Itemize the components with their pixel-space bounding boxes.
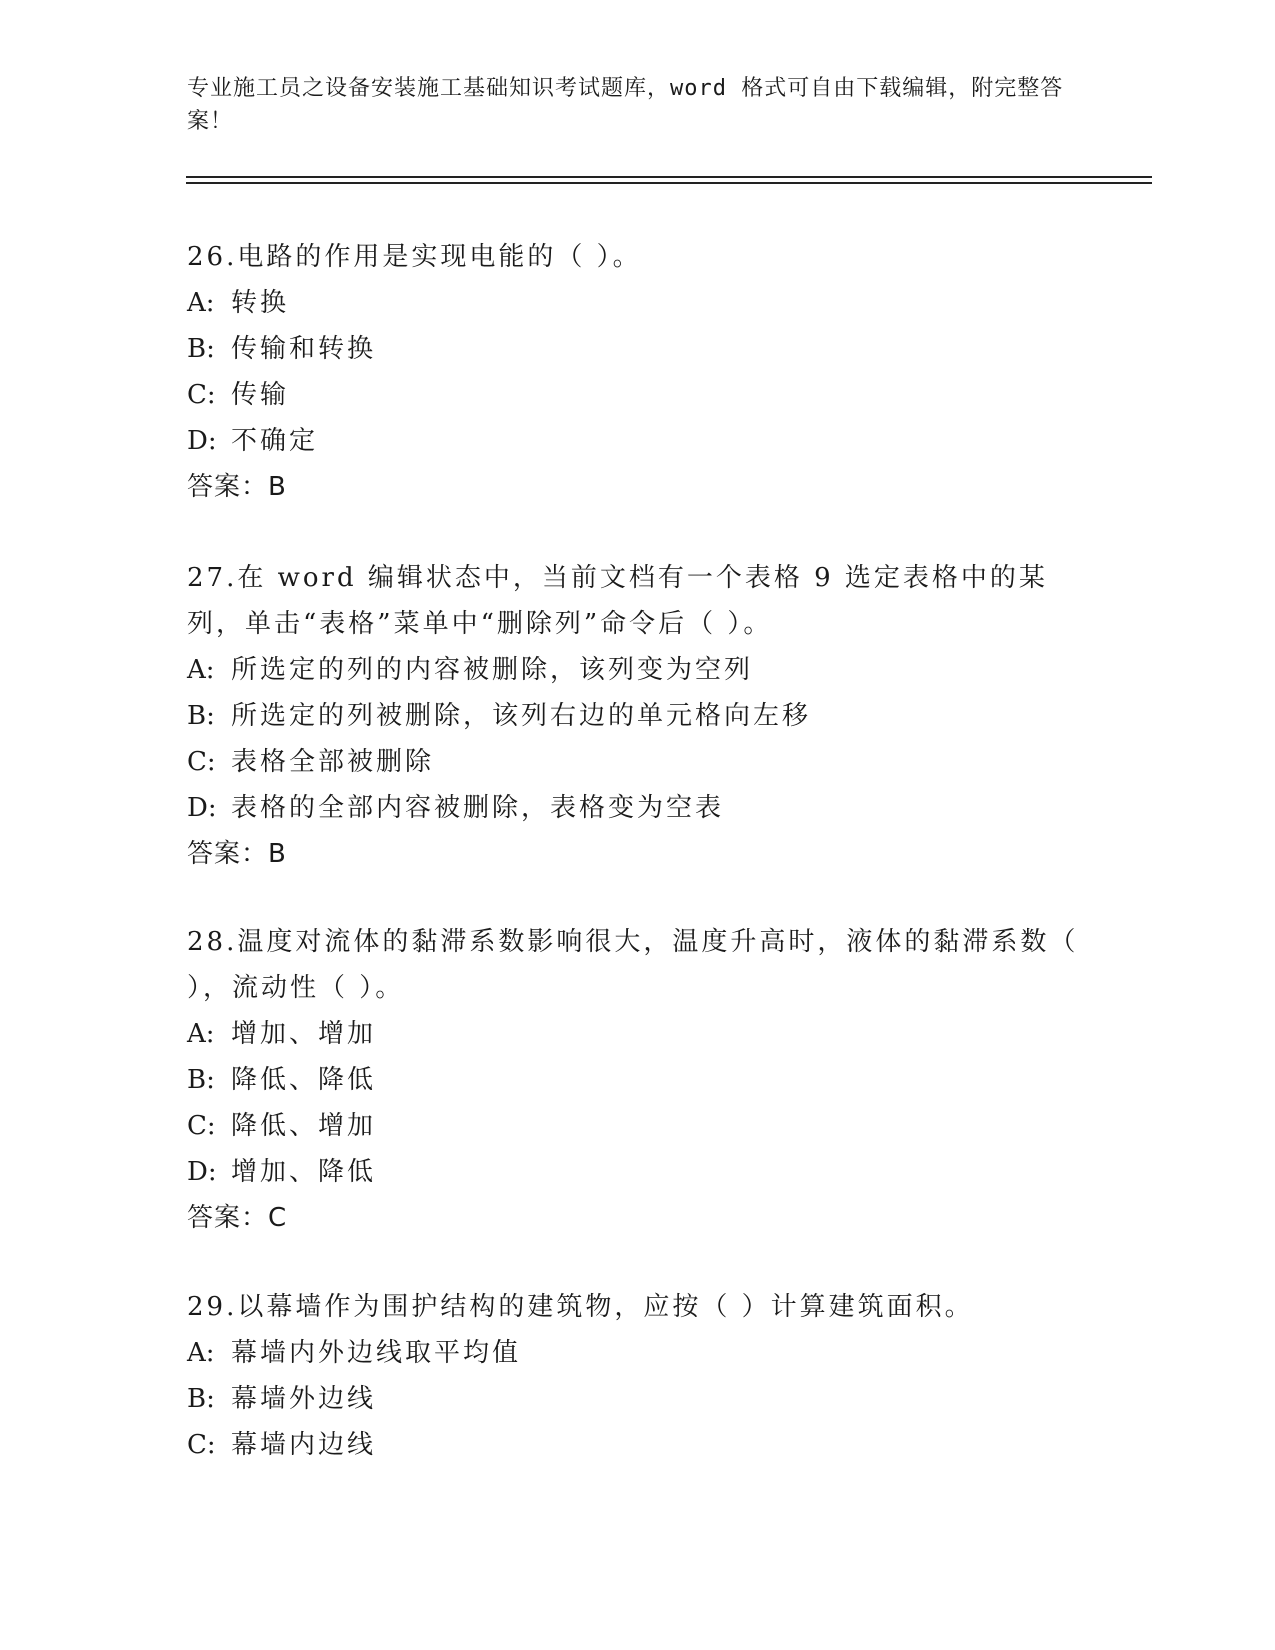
- option-text: 降低、降低: [231, 1065, 377, 1095]
- option-label: A:: [187, 655, 215, 685]
- option-d: [187, 1149, 1087, 1195]
- option-text: 不确定: [231, 426, 319, 456]
- option-c: [187, 1103, 1087, 1149]
- question-stem: 28.温度对流体的黏滞系数影响很大，温度升高时，液体的黏滞系数（ ），流动性（ ）。: [187, 927, 1079, 1003]
- option-label: C:: [187, 747, 216, 777]
- option-c: [187, 739, 1087, 785]
- option-label: B:: [187, 701, 215, 731]
- option-text: 表格全部被删除: [231, 747, 435, 777]
- option-label: B:: [187, 1384, 215, 1414]
- option-c: [187, 1422, 1087, 1468]
- option-a: [187, 647, 1087, 693]
- option-text: 传输: [231, 380, 290, 410]
- option-a: [187, 280, 1087, 326]
- option-text: 转换: [231, 288, 290, 318]
- option-b: [187, 1376, 1087, 1422]
- option-text: 增加、降低: [231, 1157, 377, 1187]
- option-label: A:: [187, 1338, 215, 1368]
- question-stem: 27.在 word 编辑状态中，当前文档有一个表格 9 选定表格中的某列，单击“表格”菜单中“删除列”命令后（ ）。: [187, 563, 1048, 639]
- option-text: 降低、增加: [231, 1111, 377, 1141]
- option-text: 传输和转换: [231, 334, 377, 364]
- option-label: C:: [187, 1430, 216, 1460]
- option-text: 幕墙内边线: [231, 1430, 377, 1460]
- answer: 答案：B: [187, 472, 287, 502]
- header-rule-top: [186, 176, 1152, 178]
- option-text: 幕墙外边线: [231, 1384, 377, 1414]
- option-d: [187, 785, 1087, 831]
- question-stem: 29.以幕墙作为围护结构的建筑物，应按（ ）计算建筑面积。: [187, 1292, 974, 1322]
- option-c: [187, 372, 1087, 418]
- option-label: D:: [187, 1157, 217, 1187]
- option-text: 所选定的列的内容被删除，该列变为空列: [231, 655, 754, 685]
- question-28: [187, 919, 1087, 1241]
- question-26: [187, 234, 1087, 510]
- option-b: [187, 326, 1087, 372]
- option-label: A:: [187, 1019, 215, 1049]
- option-label: B:: [187, 1065, 215, 1095]
- option-label: A:: [187, 288, 215, 318]
- option-label: C:: [187, 380, 216, 410]
- option-label: B:: [187, 334, 215, 364]
- option-text: 表格的全部内容被删除，表格变为空表: [231, 793, 725, 823]
- option-a: [187, 1011, 1087, 1057]
- option-text: 幕墙内外边线取平均值: [231, 1338, 522, 1368]
- question-27: [187, 555, 1087, 877]
- answer: 答案：B: [187, 839, 287, 869]
- option-label: D:: [187, 426, 217, 456]
- option-label: C:: [187, 1111, 216, 1141]
- option-b: [187, 1057, 1087, 1103]
- option-a: [187, 1330, 1087, 1376]
- answer: 答案：C: [187, 1203, 288, 1233]
- option-label: D:: [187, 793, 217, 823]
- header-rule-bottom: [186, 182, 1152, 184]
- option-text: 增加、增加: [231, 1019, 377, 1049]
- option-d: [187, 418, 1087, 464]
- option-text: 所选定的列被删除，该列右边的单元格向左移: [231, 701, 812, 731]
- document-header: 专业施工员之设备安装施工基础知识考试题库，word 格式可自由下载编辑，附完整答案！: [187, 76, 1064, 134]
- question-29: [187, 1284, 1087, 1468]
- question-stem: 26.电路的作用是实现电能的（ ）。: [187, 242, 642, 272]
- option-b: [187, 693, 1087, 739]
